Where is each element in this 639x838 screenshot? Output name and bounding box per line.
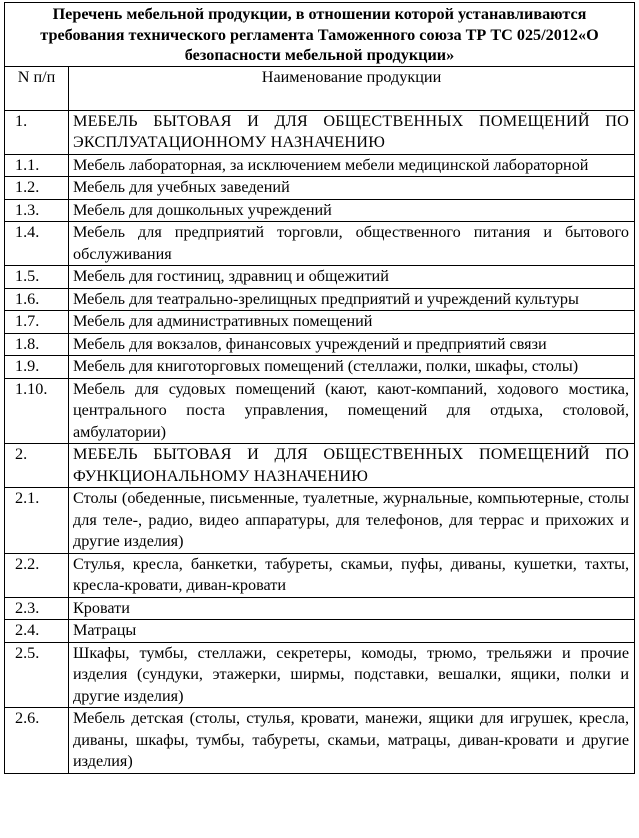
row-number: 2.5. — [5, 642, 69, 708]
row-product-name: Мебель для книготорговых помещений (стеллажи, полки, шкафы, столы) — [69, 356, 635, 379]
row-product-name: Мебель для театрально-зрелищных предприятий и учреждений культуры — [69, 288, 635, 311]
row-number: 1.8. — [5, 333, 69, 356]
row-product-name: Мебель детская (столы, стулья, кровати, манежи, ящики для игрушек, кресла, диваны, шкафы, тумбы, табуреты, скамьи, матрацы, диван-кровати и другие изделия) — [69, 708, 635, 774]
row-number: 1.2. — [5, 177, 69, 200]
header-name: Наименование продукции — [69, 66, 635, 110]
table-row — [5, 266, 635, 289]
row-product-name: Столы (обеденные, письменные, туалетные, журнальные, компьютерные, столы для теле-, радио, видео аппаратуры, для телефонов, для террас и прихожих и другие изделия) — [69, 488, 635, 554]
row-product-name: Матрацы — [69, 620, 635, 643]
table-row — [5, 378, 635, 444]
row-product-name: Мебель для административных помещений — [69, 311, 635, 334]
row-number: 2.2. — [5, 553, 69, 597]
table-row — [5, 177, 635, 200]
row-number: 2.4. — [5, 620, 69, 643]
row-product-name: МЕБЕЛЬ БЫТОВАЯ И ДЛЯ ОБЩЕСТВЕННЫХ ПОМЕЩЕНИЙ ПО ФУНКЦИОНАЛЬНОМУ НАЗНАЧЕНИЮ — [69, 444, 635, 488]
row-number: 1.9. — [5, 356, 69, 379]
document-page — [4, 2, 634, 774]
row-product-name: Мебель для предприятий торговли, общественного питания и бытового обслуживания — [69, 222, 635, 266]
table-row — [5, 154, 635, 177]
row-number: 2.3. — [5, 597, 69, 620]
row-number: 1.7. — [5, 311, 69, 334]
header-row — [5, 66, 635, 110]
title-row — [5, 3, 635, 67]
row-product-name: Кровати — [69, 597, 635, 620]
table-row — [5, 288, 635, 311]
section-row — [5, 110, 635, 154]
row-number: 1.6. — [5, 288, 69, 311]
row-product-name: Шкафы, тумбы, стеллажи, секретеры, комоды, трюмо, трельяжи и прочие изделия (сундуки, этажерки, ширмы, подставки, вешалки, ящики, полки и другие изделия) — [69, 642, 635, 708]
row-product-name: Стулья, кресла, банкетки, табуреты, скамьи, пуфы, диваны, кушетки, тахты, кресла-кровати, диван-кровати — [69, 553, 635, 597]
row-product-name: Мебель для судовых помещений (кают, кают-компаний, ходового мостика, центрального поста управления, помещений для отдыха, столовой, амбулатории) — [69, 378, 635, 444]
row-product-name: Мебель для учебных заведений — [69, 177, 635, 200]
row-number: 1.1. — [5, 154, 69, 177]
row-product-name: Мебель для дошкольных учреждений — [69, 199, 635, 222]
row-number: 2.6. — [5, 708, 69, 774]
table-row — [5, 488, 635, 554]
table-row — [5, 597, 635, 620]
table-row — [5, 356, 635, 379]
table-row — [5, 620, 635, 643]
row-number: 1.5. — [5, 266, 69, 289]
table-row — [5, 311, 635, 334]
table-row — [5, 642, 635, 708]
document-title: Перечень мебельной продукции, в отношении которой устанавливаются требования технического регламента Таможенного союза ТР ТС 025/2012«О безопасности мебельной продукции» — [5, 3, 635, 67]
product-table — [4, 2, 635, 774]
table-row — [5, 708, 635, 774]
row-product-name: Мебель лабораторная, за исключением мебели медицинской лабораторной — [69, 154, 635, 177]
row-product-name: Мебель для гостиниц, здравниц и общежитий — [69, 266, 635, 289]
row-product-name: МЕБЕЛЬ БЫТОВАЯ И ДЛЯ ОБЩЕСТВЕННЫХ ПОМЕЩЕНИЙ ПО ЭКСПЛУАТАЦИОННОМУ НАЗНАЧЕНИЮ — [69, 110, 635, 154]
row-product-name: Мебель для вокзалов, финансовых учреждений и предприятий связи — [69, 333, 635, 356]
header-number: N п/п — [5, 66, 69, 110]
row-number: 1.3. — [5, 199, 69, 222]
row-number: 1. — [5, 110, 69, 154]
table-row — [5, 553, 635, 597]
table-body — [5, 110, 635, 773]
row-number: 1.10. — [5, 378, 69, 444]
row-number: 1.4. — [5, 222, 69, 266]
section-row — [5, 444, 635, 488]
row-number: 2.1. — [5, 488, 69, 554]
table-row — [5, 222, 635, 266]
table-row — [5, 199, 635, 222]
row-number: 2. — [5, 444, 69, 488]
table-row — [5, 333, 635, 356]
